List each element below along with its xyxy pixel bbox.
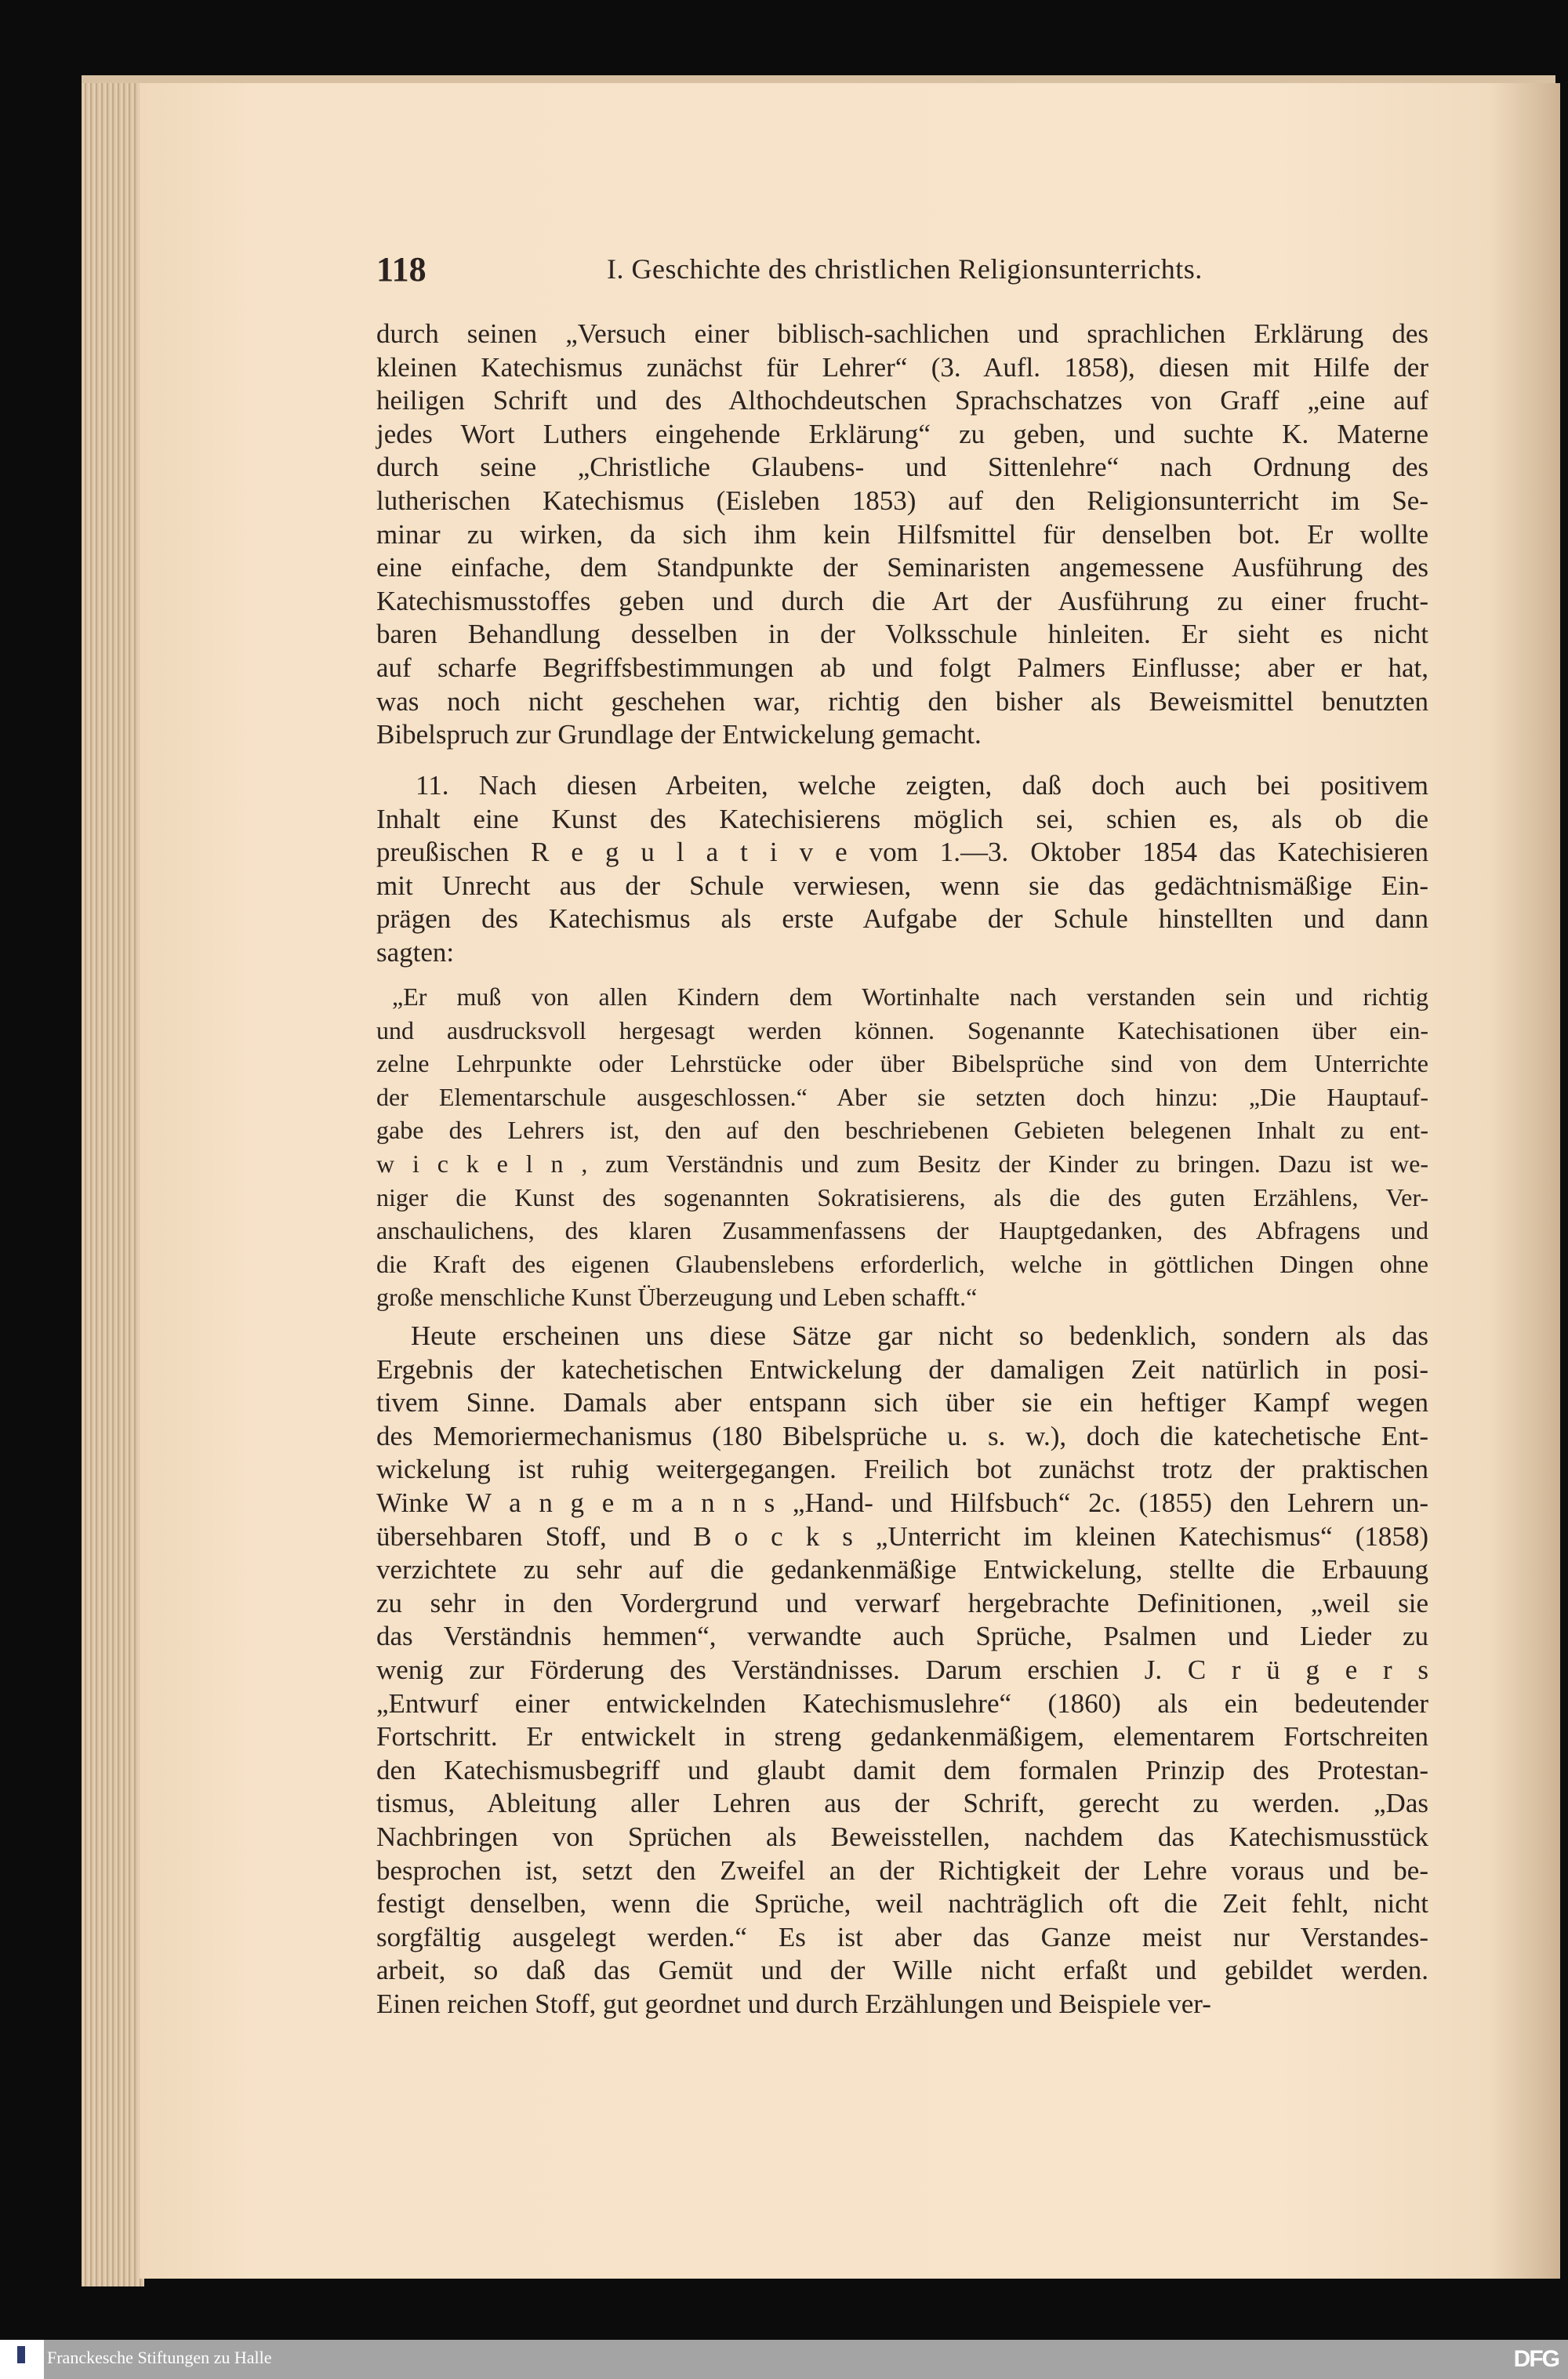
text-line: minar zu wirken, da sich ihm kein Hilfsmittel für denselben bot. Er wollte: [376, 518, 1428, 550]
paragraph-11: [376, 769, 1428, 970]
text-line: tismus, Ableitung aller Lehren aus der Schrift, gerecht zu werden. „Das: [376, 1788, 1428, 1819]
text-line: wenig zur Förderung des Verständnisses. Darum erschien J. C r ü g e r s: [376, 1654, 1428, 1685]
text-line: was noch nicht geschehen war, richtig den bisher als Beweismittel benutzten: [376, 685, 1428, 717]
text-line: zelne Lehrpunkte oder Lehrstücke oder über Bibelsprüche sind von dem Unterrichte: [376, 1049, 1428, 1078]
text-line: prägen des Katechismus als erste Aufgabe der Schule hinstellten und dann: [376, 903, 1428, 935]
footer-bar: [0, 2340, 1568, 2379]
text-line: „Er muß von allen Kindern dem Wortinhalte nach verstanden sein und richtig: [392, 982, 1428, 1011]
text-line: Bibelspruch zur Grundlage der Entwickelung gemacht.: [376, 719, 982, 750]
text-line: Winke W a n g e m a n n s „Hand- und Hilfsbuch“ 2c. (1855) den Lehrern un-: [376, 1487, 1428, 1518]
text-line: mit Unrecht aus der Schule verwiesen, wenn sie das gedächtnismäßige Ein-: [376, 870, 1428, 901]
block-quote: [376, 980, 1428, 1314]
text-line: auf scharfe Begriffsbestimmungen ab und folgt Palmers Einflusse; aber er hat,: [376, 652, 1428, 683]
text-line: Nachbringen von Sprüchen als Beweisstellen, nachdem das Katechismusstück: [376, 1821, 1428, 1852]
text-line: w i c k e l n , zum Verständnis und zum Besitz der Kinder zu bringen. Dazu ist we-: [376, 1149, 1428, 1178]
text-line: „Entwurf einer entwickelnden Katechismuslehre“ (1860) als ein bedeutender: [376, 1687, 1428, 1719]
text-line: preußischen R e g u l a t i v e vom 1.—3. Oktober 1854 das Katechisieren: [376, 837, 1428, 868]
institution-logo: [0, 2340, 44, 2379]
text-line: Inhalt eine Kunst des Katechisierens möglich sei, schien es, als ob die: [376, 803, 1428, 834]
text-line: Katechismusstoffes geben und durch die Art der Ausführung zu einer frucht-: [376, 585, 1428, 616]
text-line: der Elementarschule ausgeschlossen.“ Aber sie setzten doch hinzu: „Die Hauptauf-: [376, 1082, 1428, 1111]
text-line: baren Behandlung desselben in der Volksschule hinleiten. Er sieht es nicht: [376, 619, 1428, 650]
text-line: lutherischen Katechismus (Eisleben 1853) auf den Religionsunterricht im Se-: [376, 485, 1428, 516]
text-line: gabe des Lehrers ist, den auf den beschriebenen Gebieten belegenen Inhalt zu ent-: [376, 1116, 1428, 1145]
text-line: heiligen Schrift und des Althochdeutschen Sprachschatzes von Graff „eine auf: [376, 385, 1428, 416]
text-line: anschaulichens, des klaren Zusammenfassens der Hauptgedanken, des Abfragens und: [376, 1216, 1428, 1245]
text-line: Einen reichen Stoff, gut geordnet und durch Erzählungen und Beispiele ver-: [376, 1988, 1211, 2019]
text-line: übersehbaren Stoff, und B o c k s „Unterricht im kleinen Katechismus“ (1858): [376, 1520, 1428, 1552]
paragraph-heute: [376, 1320, 1428, 2021]
text-line: den Katechismusbegriff und glaubt damit dem formalen Prinzip des Protestan-: [376, 1754, 1428, 1785]
text-line: wickelung ist ruhig weitergegangen. Freilich bot zunächst trotz der praktischen: [376, 1454, 1428, 1485]
text-line: 11. Nach diesen Arbeiten, welche zeigten, daß doch auch bei positivem: [416, 770, 1428, 801]
text-line: sorgfältig ausgelegt werden.“ Es ist aber das Ganze meist nur Verstandes-: [376, 1921, 1428, 1952]
dfg-logo: DFG: [1513, 2346, 1559, 2372]
book-page-edges: [82, 75, 144, 2286]
book-top-edge: [82, 75, 1555, 83]
text-line: Heute erscheinen uns diese Sätze gar nicht so bedenklich, sondern als das: [411, 1320, 1428, 1351]
running-title: I. Geschichte des christlichen Religionsunterrichts.: [607, 253, 1203, 285]
text-line: festigt denselben, wenn die Sprüche, weil nachträglich oft die Zeit fehlt, nicht: [376, 1888, 1428, 1920]
text-line: das Verständnis hemmen“, verwandte auch Sprüche, Psalmen und Lieder zu: [376, 1621, 1428, 1652]
text-line: arbeit, so daß das Gemüt und der Wille nicht erfaßt und gebildet werden.: [376, 1955, 1428, 1986]
text-line: Fortschritt. Er entwickelt in streng gedankenmäßigem, elementarem Fortschreiten: [376, 1721, 1428, 1752]
text-line: große menschliche Kunst Überzeugung und Leben schafft.“: [376, 1283, 978, 1312]
text-line: eine einfache, dem Standpunkte der Seminaristen angemessene Ausführung des: [376, 552, 1428, 583]
text-line: sagten:: [376, 936, 455, 968]
text-line: jedes Wort Luthers eingehende Erklärung“ zu geben, und suchte K. Materne: [376, 418, 1428, 449]
page-header: [376, 249, 1428, 289]
text-line: und ausdrucksvoll hergesagt werden können. Sogenannte Katechisationen über ein-: [376, 1015, 1428, 1044]
text-line: niger die Kunst des sogenannten Sokratisierens, als die des guten Erzählens, Ver-: [376, 1182, 1428, 1211]
text-line: des Memoriermechanismus (180 Bibelsprüche u. s. w.), doch die katechetische Ent-: [376, 1420, 1428, 1451]
text-line: die Kraft des eigenen Glaubenslebens erforderlich, welche in göttlichen Dingen ohne: [376, 1249, 1428, 1278]
text-line: kleinen Katechismus zunächst für Lehrer“ (3. Aufl. 1858), diesen mit Hilfe der: [376, 351, 1428, 383]
institution-name: Franckesche Stiftungen zu Halle: [47, 2348, 272, 2367]
text-line: durch seinen „Versuch einer biblisch-sachlichen und sprachlichen Erklärung des: [376, 318, 1428, 349]
text-line: besprochen ist, setzt den Zweifel an der Richtigkeit der Lehre voraus und be-: [376, 1854, 1428, 1886]
text-line: zu sehr in den Vordergrund und verwarf hergebrachte Definitionen, „weil sie: [376, 1587, 1428, 1618]
text-line: durch seine „Christliche Glaubens- und Sittenlehre“ nach Ordnung des: [376, 452, 1428, 483]
text-line: verzichtete zu sehr auf die gedankenmäßige Entwickelung, stellte die Erbauung: [376, 1554, 1428, 1585]
paragraph-continuation: [376, 318, 1428, 752]
page-number: 118: [376, 250, 426, 289]
text-line: Ergebnis der katechetischen Entwickelung der damaligen Zeit natürlich in posi-: [376, 1353, 1428, 1385]
text-line: tivem Sinne. Damals aber entspann sich über sie ein heftiger Kampf wegen: [376, 1387, 1428, 1418]
